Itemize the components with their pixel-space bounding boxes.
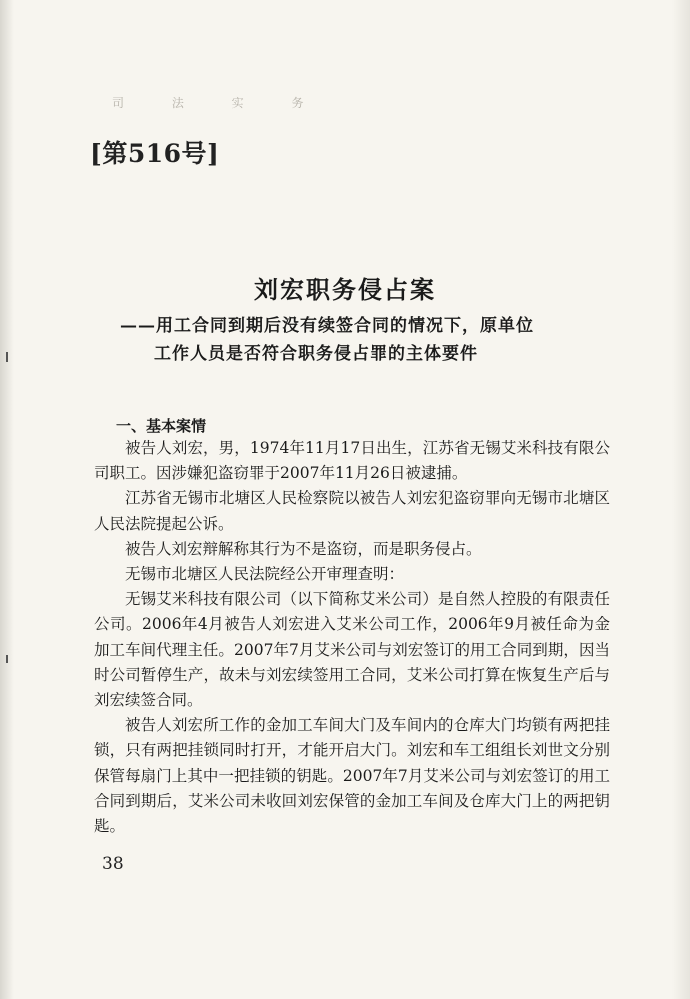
case-subtitle	[120, 312, 600, 368]
running-head: 司 法 实 务	[112, 96, 326, 110]
case-title: 刘宏职务侵占案	[254, 275, 436, 304]
page-number: 38	[102, 854, 124, 874]
case-number: [第516号]	[90, 139, 220, 168]
subtitle-line-2: 工作人员是否符合职务侵占罪的主体要件	[154, 344, 478, 364]
paragraph: 被告人刘宏所工作的金加工车间大门及车间内的仓库大门均锁有两把挂锁，只有两把挂锁同时打开，才能开启大门。刘宏和车工组组长刘世文分别保管每扇门上其中一把挂锁的钥匙。2007年7月艾米公司与刘宏签订的用工合同到期后，艾米公司未收回刘宏保管的金加工车间及仓库大门上的两把钥匙。	[94, 716, 610, 836]
paragraph: 无锡市北塘区人民法院经公开审理查明：	[125, 565, 405, 584]
page-left-shadow	[0, 0, 14, 999]
margin-mark	[6, 655, 8, 663]
margin-mark	[6, 352, 8, 362]
subtitle-line-1: ——用工合同到期后没有续签合同的情况下，原单位	[120, 316, 534, 336]
paragraph: 无锡艾米科技有限公司（以下简称艾米公司）是自然人控股的有限责任公司。2006年4月被告人刘宏进入艾米公司工作，2006年9月被任命为金加工车间代理主任。2007年7月艾米公司与刘宏签订的用工合同到期，因当时公司暂停生产，故未与刘宏续签用工合同，艾米公司打算在恢复生产后与刘宏续签合同。	[94, 590, 610, 710]
section-heading: 一、基本案情	[116, 417, 207, 435]
paragraph: 被告人刘宏辩解称其行为不是盗窃，而是职务侵占。	[125, 539, 482, 558]
paragraph: 被告人刘宏，男，1974年11月17日出生，江苏省无锡艾米科技有限公司职工。因涉嫌犯盗窃罪于2007年11月26日被逮捕。	[94, 439, 610, 483]
paragraph: 江苏省无锡市北塘区人民检察院以被告人刘宏犯盗窃罪向无锡市北塘区人民法院提起公诉。	[94, 489, 610, 533]
body-text	[94, 436, 610, 839]
page-right-shadow	[672, 0, 690, 999]
